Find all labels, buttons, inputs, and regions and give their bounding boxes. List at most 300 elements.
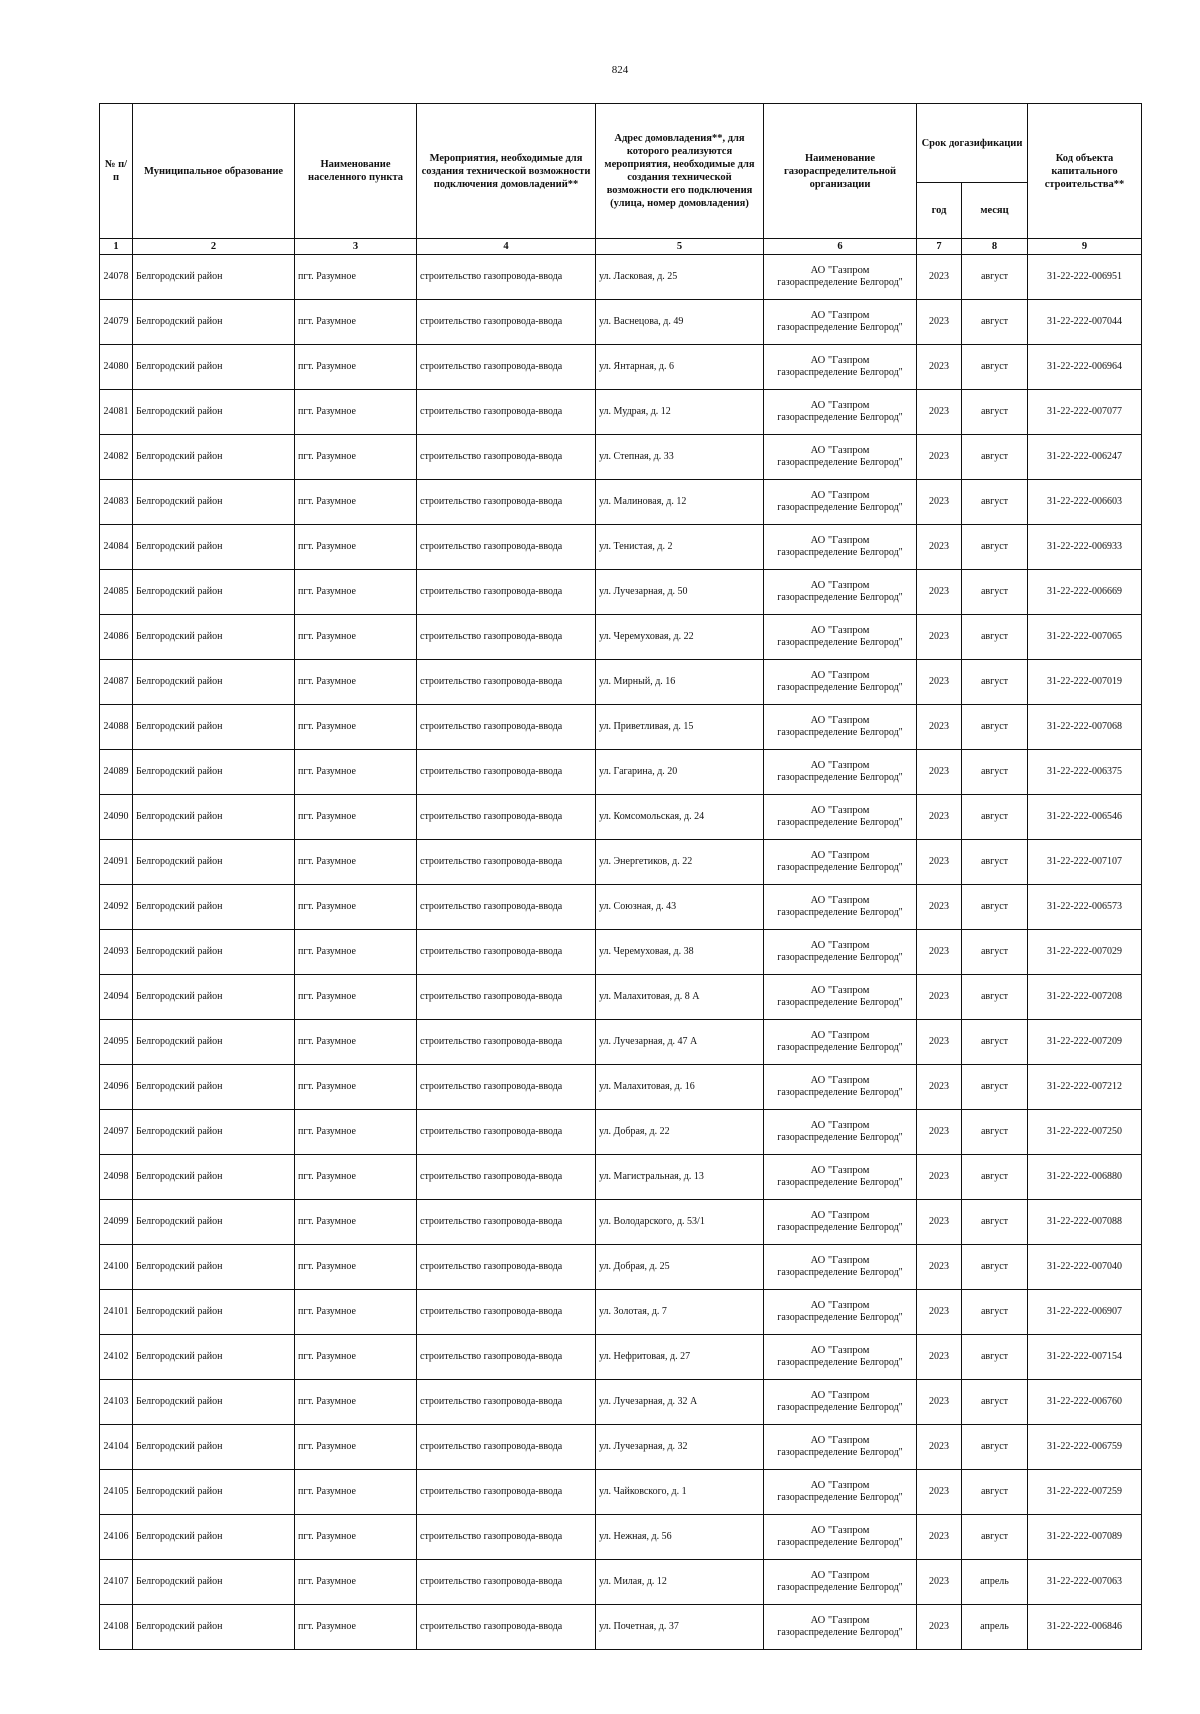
organization-branch: газораспределение Белгород" [777,1177,903,1188]
year-cell: 2023 [917,1245,962,1290]
table-row [100,435,1142,480]
month-cell: август [962,1470,1028,1515]
activity-cell: строительство газопровода-ввода [417,1335,596,1380]
month-cell: август [962,570,1028,615]
row-number: 24105 [100,1470,133,1515]
row-number: 24095 [100,1020,133,1065]
activity-cell: строительство газопровода-ввода [417,1425,596,1470]
column-number: 4 [417,239,596,255]
month-cell: август [962,525,1028,570]
address-cell: ул. Добрая, д. 22 [596,1110,764,1155]
organization-branch: газораспределение Белгород" [777,1537,903,1548]
row-number: 24087 [100,660,133,705]
organization-cell [764,750,917,795]
activity-cell: строительство газопровода-ввода [417,975,596,1020]
activity-cell: строительство газопровода-ввода [417,345,596,390]
table-row [100,660,1142,705]
address-cell: ул. Союзная, д. 43 [596,885,764,930]
municipality-cell: Белгородский район [133,390,295,435]
organization-cell [764,1425,917,1470]
municipality-cell: Белгородский район [133,1290,295,1335]
address-cell: ул. Янтарная, д. 6 [596,345,764,390]
organization-cell [764,705,917,750]
object-code-cell: 31-22-222-006846 [1028,1605,1142,1650]
month-cell: август [962,975,1028,1020]
year-cell: 2023 [917,885,962,930]
month-cell: август [962,930,1028,975]
row-number: 24081 [100,390,133,435]
table-row [100,795,1142,840]
row-number: 24092 [100,885,133,930]
organization-cell [764,1110,917,1155]
municipality-cell: Белгородский район [133,1380,295,1425]
organization-branch: газораспределение Белгород" [777,592,903,603]
row-number: 24107 [100,1560,133,1605]
organization-name: АО "Газпром [810,715,870,726]
organization-cell [764,1020,917,1065]
page-number: 824 [611,64,629,76]
organization-branch: газораспределение Белгород" [777,1132,903,1143]
activity-cell: строительство газопровода-ввода [417,795,596,840]
municipality-cell: Белгородский район [133,1110,295,1155]
table-row [100,525,1142,570]
organization-branch: газораспределение Белгород" [777,322,903,333]
organization-name: АО "Газпром [810,1075,870,1086]
row-number: 24102 [100,1335,133,1380]
municipality-cell: Белгородский район [133,705,295,750]
address-cell: ул. Приветливая, д. 15 [596,705,764,750]
activity-cell: строительство газопровода-ввода [417,435,596,480]
organization-name: АО "Газпром [810,985,870,996]
organization-name: АО "Газпром [810,1210,870,1221]
column-number: 3 [295,239,417,255]
month-cell: август [962,660,1028,705]
organization-branch: газораспределение Белгород" [777,1357,903,1368]
object-code-cell: 31-22-222-006760 [1028,1380,1142,1425]
organization-cell [764,1065,917,1110]
organization-branch: газораспределение Белгород" [777,1087,903,1098]
organization-branch: газораспределение Белгород" [777,502,903,513]
address-cell: ул. Володарского, д. 53/1 [596,1200,764,1245]
organization-branch: газораспределение Белгород" [777,1267,903,1278]
table-row [100,1245,1142,1290]
address-cell: ул. Степная, д. 33 [596,435,764,480]
table-row [100,1605,1142,1650]
locality-cell: пгт. Разумное [295,615,417,660]
address-cell: ул. Лучезарная, д. 32 А [596,1380,764,1425]
row-number: 24089 [100,750,133,795]
row-number: 24094 [100,975,133,1020]
organization-branch: газораспределение Белгород" [777,412,903,423]
year-cell: 2023 [917,255,962,300]
municipality-cell: Белгородский район [133,1515,295,1560]
table-row [100,1155,1142,1200]
year-cell: 2023 [917,795,962,840]
table-row [100,705,1142,750]
year-cell: 2023 [917,1065,962,1110]
year-cell: 2023 [917,525,962,570]
organization-branch: газораспределение Белгород" [777,907,903,918]
object-code-cell: 31-22-222-006951 [1028,255,1142,300]
organization-cell [764,840,917,885]
table-body [100,255,1142,1650]
header-month: месяц [962,183,1028,239]
municipality-cell: Белгородский район [133,1245,295,1290]
header-activity: Мероприятия, необходимые для создания технической возможности подключения домовладений** [417,104,596,239]
locality-cell: пгт. Разумное [295,1155,417,1200]
organization-name: АО "Газпром [810,1255,870,1266]
organization-name: АО "Газпром [810,1165,870,1176]
year-cell: 2023 [917,1380,962,1425]
month-cell: август [962,300,1028,345]
municipality-cell: Белгородский район [133,660,295,705]
municipality-cell: Белгородский район [133,615,295,660]
year-cell: 2023 [917,840,962,885]
activity-cell: строительство газопровода-ввода [417,255,596,300]
address-cell: ул. Лучезарная, д. 32 [596,1425,764,1470]
locality-cell: пгт. Разумное [295,1515,417,1560]
activity-cell: строительство газопровода-ввода [417,660,596,705]
object-code-cell: 31-22-222-006247 [1028,435,1142,480]
organization-branch: газораспределение Белгород" [777,997,903,1008]
organization-branch: газораспределение Белгород" [777,1627,903,1638]
municipality-cell: Белгородский район [133,885,295,930]
object-code-cell: 31-22-222-007154 [1028,1335,1142,1380]
activity-cell: строительство газопровода-ввода [417,1245,596,1290]
locality-cell: пгт. Разумное [295,705,417,750]
organization-branch: газораспределение Белгород" [777,682,903,693]
object-code-cell: 31-22-222-007044 [1028,300,1142,345]
activity-cell: строительство газопровода-ввода [417,1110,596,1155]
organization-name: АО "Газпром [810,580,870,591]
organization-name: АО "Газпром [810,895,870,906]
row-number: 24084 [100,525,133,570]
year-cell: 2023 [917,930,962,975]
object-code-cell: 31-22-222-007029 [1028,930,1142,975]
municipality-cell: Белгородский район [133,1155,295,1200]
locality-cell: пгт. Разумное [295,435,417,480]
header-organization: Наименование газораспределительной организации [764,104,917,239]
organization-name: АО "Газпром [810,445,870,456]
organization-cell [764,1380,917,1425]
activity-cell: строительство газопровода-ввода [417,840,596,885]
organization-branch: газораспределение Белгород" [777,727,903,738]
organization-name: АО "Газпром [810,1435,870,1446]
activity-cell: строительство газопровода-ввода [417,1605,596,1650]
table-row [100,840,1142,885]
header-deadline: Срок догазификации [917,104,1028,183]
year-cell: 2023 [917,615,962,660]
organization-name: АО "Газпром [810,1300,870,1311]
address-cell: ул. Васнецова, д. 49 [596,300,764,345]
organization-name: АО "Газпром [810,1570,870,1581]
header-no: № п/п [100,104,133,239]
locality-cell: пгт. Разумное [295,1200,417,1245]
year-cell: 2023 [917,480,962,525]
row-number: 24088 [100,705,133,750]
organization-name: АО "Газпром [810,400,870,411]
municipality-cell: Белгородский район [133,1605,295,1650]
activity-cell: строительство газопровода-ввода [417,1470,596,1515]
object-code-cell: 31-22-222-007212 [1028,1065,1142,1110]
year-cell: 2023 [917,1560,962,1605]
organization-cell [764,1335,917,1380]
activity-cell: строительство газопровода-ввода [417,1155,596,1200]
activity-cell: строительство газопровода-ввода [417,300,596,345]
locality-cell: пгт. Разумное [295,1020,417,1065]
organization-cell [764,480,917,525]
organization-cell [764,300,917,345]
organization-name: АО "Газпром [810,1390,870,1401]
month-cell: август [962,1515,1028,1560]
table-row [100,1020,1142,1065]
organization-branch: газораспределение Белгород" [777,1582,903,1593]
object-code-cell: 31-22-222-007019 [1028,660,1142,705]
column-number-row [100,239,1142,255]
year-cell: 2023 [917,1425,962,1470]
organization-branch: газораспределение Белгород" [777,1312,903,1323]
organization-cell [764,1155,917,1200]
municipality-cell: Белгородский район [133,750,295,795]
object-code-cell: 31-22-222-007209 [1028,1020,1142,1065]
locality-cell: пгт. Разумное [295,525,417,570]
month-cell: август [962,705,1028,750]
year-cell: 2023 [917,1290,962,1335]
table-row [100,750,1142,795]
locality-cell: пгт. Разумное [295,255,417,300]
organization-cell [764,795,917,840]
organization-cell [764,1560,917,1605]
activity-cell: строительство газопровода-ввода [417,885,596,930]
locality-cell: пгт. Разумное [295,345,417,390]
year-cell: 2023 [917,975,962,1020]
organization-cell [764,345,917,390]
year-cell: 2023 [917,1515,962,1560]
municipality-cell: Белгородский район [133,570,295,615]
organization-name: АО "Газпром [810,940,870,951]
organization-name: АО "Газпром [810,850,870,861]
activity-cell: строительство газопровода-ввода [417,1065,596,1110]
month-cell: август [962,1200,1028,1245]
organization-branch: газораспределение Белгород" [777,862,903,873]
locality-cell: пгт. Разумное [295,1065,417,1110]
row-number: 24083 [100,480,133,525]
object-code-cell: 31-22-222-006375 [1028,750,1142,795]
address-cell: ул. Гагарина, д. 20 [596,750,764,795]
organization-branch: газораспределение Белгород" [777,277,903,288]
month-cell: август [962,435,1028,480]
table-row [100,930,1142,975]
activity-cell: строительство газопровода-ввода [417,525,596,570]
organization-cell [764,615,917,660]
organization-cell [764,1470,917,1515]
row-number: 24106 [100,1515,133,1560]
locality-cell: пгт. Разумное [295,1335,417,1380]
row-number: 24100 [100,1245,133,1290]
municipality-cell: Белгородский район [133,435,295,480]
object-code-cell: 31-22-222-007040 [1028,1245,1142,1290]
locality-cell: пгт. Разумное [295,1425,417,1470]
year-cell: 2023 [917,705,962,750]
object-code-cell: 31-22-222-006880 [1028,1155,1142,1200]
month-cell: август [962,840,1028,885]
organization-name: АО "Газпром [810,490,870,501]
organization-name: АО "Газпром [810,670,870,681]
object-code-cell: 31-22-222-007208 [1028,975,1142,1020]
table-row [100,615,1142,660]
month-cell: август [962,390,1028,435]
organization-cell [764,930,917,975]
month-cell: август [962,615,1028,660]
table-row [100,1560,1142,1605]
locality-cell: пгт. Разумное [295,1470,417,1515]
row-number: 24082 [100,435,133,480]
organization-name: АО "Газпром [810,535,870,546]
organization-branch: газораспределение Белгород" [777,637,903,648]
month-cell: август [962,1155,1028,1200]
row-number: 24093 [100,930,133,975]
month-cell: август [962,1335,1028,1380]
table-row [100,570,1142,615]
organization-branch: газораспределение Белгород" [777,547,903,558]
municipality-cell: Белгородский район [133,840,295,885]
table-row [100,1290,1142,1335]
row-number: 24104 [100,1425,133,1470]
locality-cell: пгт. Разумное [295,390,417,435]
locality-cell: пгт. Разумное [295,1110,417,1155]
year-cell: 2023 [917,1020,962,1065]
row-number: 24086 [100,615,133,660]
organization-cell [764,1290,917,1335]
table-row [100,345,1142,390]
municipality-cell: Белгородский район [133,975,295,1020]
locality-cell: пгт. Разумное [295,300,417,345]
organization-cell [764,885,917,930]
address-cell: ул. Чайковского, д. 1 [596,1470,764,1515]
month-cell: август [962,345,1028,390]
address-cell: ул. Мирный, д. 16 [596,660,764,705]
row-number: 24091 [100,840,133,885]
header-year: год [917,183,962,239]
locality-cell: пгт. Разумное [295,975,417,1020]
month-cell: апрель [962,1605,1028,1650]
organization-branch: газораспределение Белгород" [777,457,903,468]
object-code-cell: 31-22-222-007077 [1028,390,1142,435]
row-number: 24103 [100,1380,133,1425]
table-row [100,1425,1142,1470]
gasification-table [99,103,1142,1650]
year-cell: 2023 [917,1200,962,1245]
activity-cell: строительство газопровода-ввода [417,570,596,615]
column-number: 8 [962,239,1028,255]
organization-cell [764,1245,917,1290]
locality-cell: пгт. Разумное [295,1380,417,1425]
row-number: 24096 [100,1065,133,1110]
year-cell: 2023 [917,345,962,390]
object-code-cell: 31-22-222-006669 [1028,570,1142,615]
activity-cell: строительство газопровода-ввода [417,1515,596,1560]
activity-cell: строительство газопровода-ввода [417,1200,596,1245]
column-number: 5 [596,239,764,255]
object-code-cell: 31-22-222-007259 [1028,1470,1142,1515]
row-number: 24097 [100,1110,133,1155]
table-row [100,1065,1142,1110]
address-cell: ул. Милая, д. 12 [596,1560,764,1605]
locality-cell: пгт. Разумное [295,660,417,705]
locality-cell: пгт. Разумное [295,1560,417,1605]
year-cell: 2023 [917,750,962,795]
object-code-cell: 31-22-222-007107 [1028,840,1142,885]
table-row [100,1335,1142,1380]
month-cell: август [962,1065,1028,1110]
organization-name: АО "Газпром [810,355,870,366]
address-cell: ул. Мудрая, д. 12 [596,390,764,435]
municipality-cell: Белгородский район [133,795,295,840]
organization-cell [764,390,917,435]
locality-cell: пгт. Разумное [295,1605,417,1650]
address-cell: ул. Золотая, д. 7 [596,1290,764,1335]
year-cell: 2023 [917,1110,962,1155]
organization-branch: газораспределение Белгород" [777,817,903,828]
table-row [100,1110,1142,1155]
object-code-cell: 31-22-222-007063 [1028,1560,1142,1605]
header-address: Адрес домовладения**, для которого реализуются мероприятия, необходимые для создания технической возможности его подключения (улица, номер домовладения) [596,104,764,239]
municipality-cell: Белгородский район [133,1065,295,1110]
organization-branch: газораспределение Белгород" [777,1492,903,1503]
activity-cell: строительство газопровода-ввода [417,390,596,435]
address-cell: ул. Малахитовая, д. 16 [596,1065,764,1110]
year-cell: 2023 [917,660,962,705]
year-cell: 2023 [917,1335,962,1380]
address-cell: ул. Почетная, д. 37 [596,1605,764,1650]
row-number: 24099 [100,1200,133,1245]
organization-name: АО "Газпром [810,310,870,321]
activity-cell: строительство газопровода-ввода [417,615,596,660]
locality-cell: пгт. Разумное [295,840,417,885]
organization-cell [764,975,917,1020]
object-code-cell: 31-22-222-006933 [1028,525,1142,570]
organization-name: АО "Газпром [810,1525,870,1536]
month-cell: август [962,885,1028,930]
month-cell: август [962,1425,1028,1470]
address-cell: ул. Нежная, д. 56 [596,1515,764,1560]
header-municipality: Муниципальное образование [133,104,295,239]
month-cell: август [962,255,1028,300]
organization-name: АО "Газпром [810,805,870,816]
row-number: 24090 [100,795,133,840]
table-header [100,104,1142,255]
object-code-cell: 31-22-222-006573 [1028,885,1142,930]
column-number: 9 [1028,239,1142,255]
row-number: 24101 [100,1290,133,1335]
organization-name: АО "Газпром [810,625,870,636]
month-cell: август [962,480,1028,525]
activity-cell: строительство газопровода-ввода [417,1020,596,1065]
locality-cell: пгт. Разумное [295,795,417,840]
address-cell: ул. Добрая, д. 25 [596,1245,764,1290]
organization-branch: газораспределение Белгород" [777,1222,903,1233]
activity-cell: строительство газопровода-ввода [417,750,596,795]
locality-cell: пгт. Разумное [295,930,417,975]
header-locality: Наименование населенного пункта [295,104,417,239]
year-cell: 2023 [917,570,962,615]
column-number: 6 [764,239,917,255]
table-row [100,1380,1142,1425]
object-code-cell: 31-22-222-007065 [1028,615,1142,660]
organization-cell [764,1200,917,1245]
year-cell: 2023 [917,300,962,345]
municipality-cell: Белгородский район [133,255,295,300]
